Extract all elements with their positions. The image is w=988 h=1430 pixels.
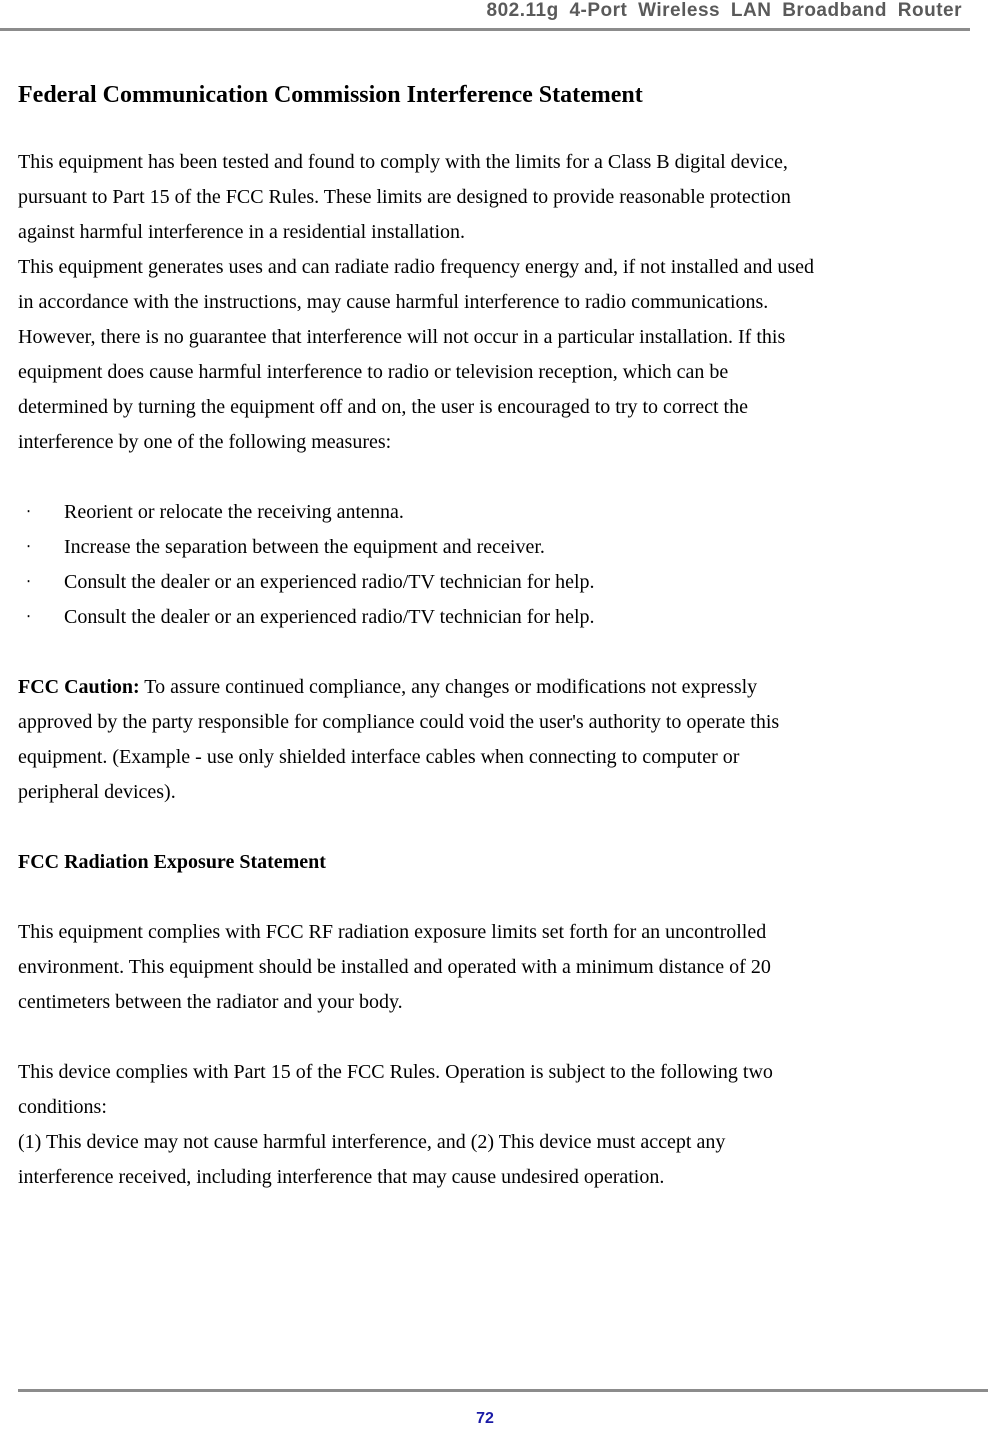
intro-paragraph (18, 145, 968, 460)
part15-line: conditions: (18, 1096, 107, 1118)
footer-divider (18, 1389, 988, 1392)
intro-line: in accordance with the instructions, may cause harmful interference to radio communications. (18, 291, 769, 313)
caution-line: approved by the party responsible for compliance could void the user's authority to operate this (18, 711, 780, 733)
intro-line: This equipment generates uses and can radiate radio frequency energy and, if not installed and used (18, 256, 815, 278)
list-item-text: Consult the dealer or an experienced radio/TV technician for help. (64, 571, 595, 593)
list-item (18, 600, 968, 635)
radiation-paragraph (18, 915, 968, 1020)
document-header-title: 802.11g 4-Port Wireless LAN Broadband Router (486, 0, 962, 21)
measures-list (18, 495, 968, 635)
part15-line: interference received, including interference that may cause undesired operation. (18, 1166, 665, 1188)
bullet-dot-icon: ‧ (26, 539, 32, 556)
part15-paragraph (18, 1055, 968, 1195)
list-item-text: Increase the separation between the equipment and receiver. (64, 536, 545, 558)
radiation-line: centimeters between the radiator and your body. (18, 991, 403, 1013)
intro-line: against harmful interference in a residential installation. (18, 221, 466, 243)
page-content (18, 78, 968, 1195)
caution-line: peripheral devices). (18, 781, 176, 803)
intro-line: interference by one of the following measures: (18, 431, 392, 453)
list-item (18, 495, 968, 530)
part15-line: (1) This device may not cause harmful interference, and (2) This device must accept any (18, 1131, 726, 1153)
header-divider (0, 28, 970, 31)
caution-line (18, 670, 968, 705)
caution-text: To assure continued compliance, any changes or modifications not expressly (139, 676, 758, 698)
spacer (18, 1020, 968, 1055)
spacer (18, 810, 968, 845)
caution-label: FCC Caution: (18, 676, 140, 698)
radiation-line: environment. This equipment should be installed and operated with a minimum distance of 20 (18, 956, 771, 978)
list-item-text: Reorient or relocate the receiving antenna. (64, 501, 404, 523)
intro-line: determined by turning the equipment off and on, the user is encouraged to try to correct the (18, 396, 748, 418)
intro-line: equipment does cause harmful interference to radio or television reception, which can be (18, 361, 729, 383)
radiation-heading: FCC Radiation Exposure Statement (18, 851, 326, 873)
page-number: 72 (476, 1410, 494, 1427)
list-item (18, 565, 968, 600)
intro-line: pursuant to Part 15 of the FCC Rules. These limits are designed to provide reasonable protection (18, 186, 791, 208)
bullet-dot-icon: ‧ (26, 504, 32, 521)
spacer (18, 460, 968, 495)
spacer (18, 635, 968, 670)
intro-line: However, there is no guarantee that interference will not occur in a particular installation. If this (18, 326, 786, 348)
caution-line: equipment. (Example - use only shielded interface cables when connecting to computer or (18, 746, 740, 768)
list-item (18, 530, 968, 565)
radiation-line: This equipment complies with FCC RF radiation exposure limits set forth for an uncontrolled (18, 921, 767, 943)
list-item-text: Consult the dealer or an experienced radio/TV technician for help. (64, 606, 595, 628)
part15-line: This device complies with Part 15 of the FCC Rules. Operation is subject to the following two (18, 1061, 773, 1083)
bullet-dot-icon: ‧ (26, 574, 32, 591)
spacer (18, 880, 968, 915)
bullet-dot-icon: ‧ (26, 609, 32, 626)
section-heading: Federal Communication Commission Interference Statement (18, 82, 643, 108)
caution-paragraph (18, 670, 968, 810)
intro-line: This equipment has been tested and found to comply with the limits for a Class B digital device, (18, 151, 788, 173)
